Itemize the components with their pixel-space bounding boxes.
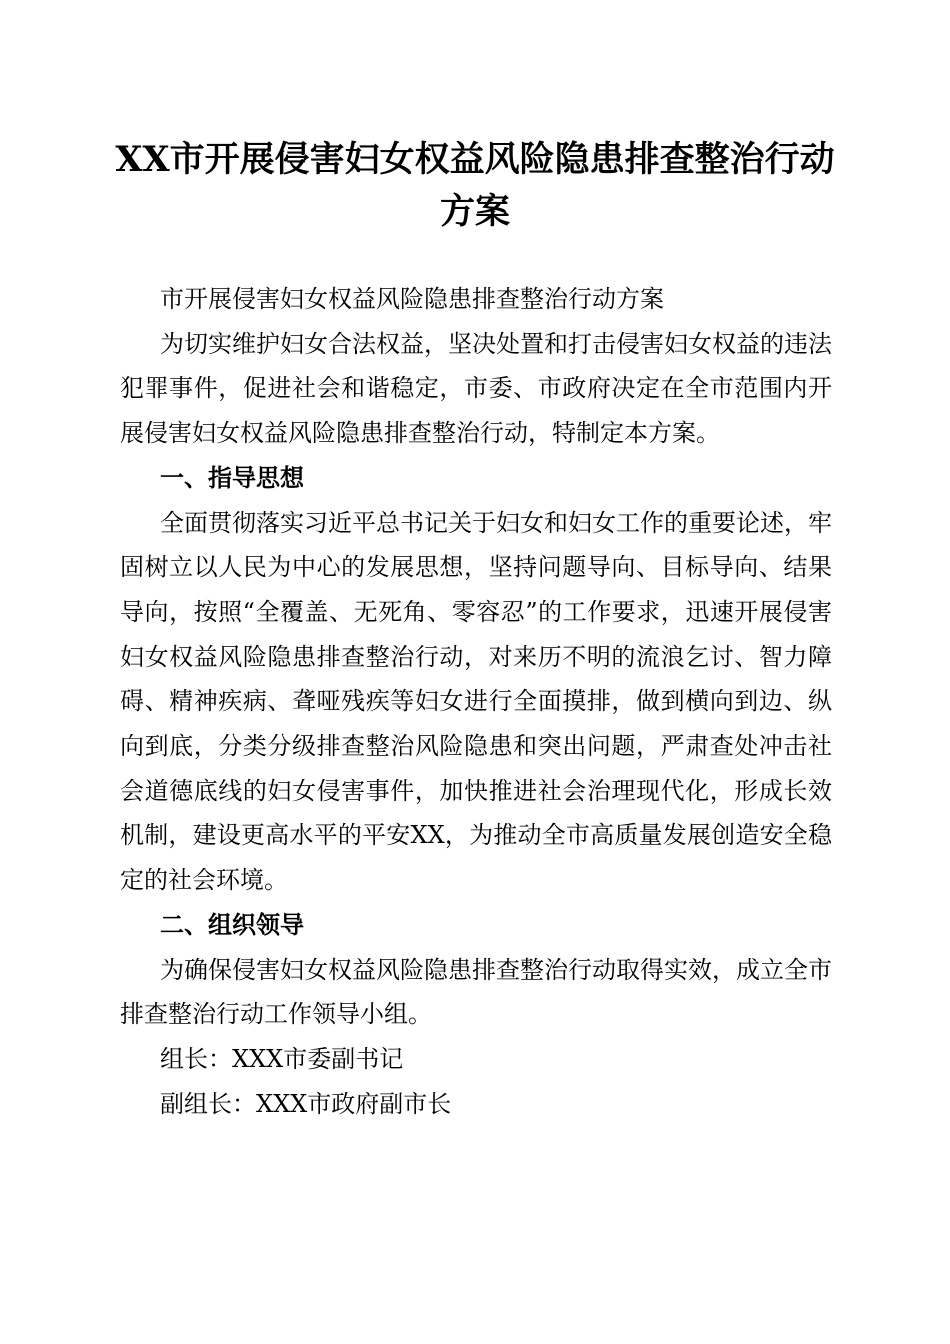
body-paragraph-deputy-leader: 副组长：XXX市政府副市长: [160, 1089, 452, 1118]
body-paragraph-plan-name: 市开展侵害妇女权益风险隐患排查整治行动方案: [160, 285, 664, 313]
body-paragraph-intro: 为切实维护妇女合法权益，坚决处置和打击侵害妇女权益的违法犯罪事件，促进社会和谐稳定，市委、市政府决定在全市范围内开展侵害妇女权益风险隐患排查整治行动，特制定本方案。: [120, 329, 832, 448]
document-title: XX市开展侵害妇女权益风险隐患排查整治行动方案: [115, 139, 835, 232]
section-heading-organization-leadership: 二、组织领导: [160, 910, 304, 939]
body-paragraph-guiding-ideology: 全面贯彻落实习近平总书记关于妇女和妇女工作的重要论述，牢固树立以人民为中心的发展思想，坚持问题导向、目标导向、结果导向，按照“全覆盖、无死角、零容忍”的工作要求，迅速开展侵害妇女权益风险隐患排查整治行动，对来历不明的流浪乞讨、智力障碍、精神疾病、聋哑残疾等妇女进行全面摸排，做到横向到边、纵向到底，分类分级排查整治风险隐患和突出问题，严肃查处冲击社会道德底线的妇女侵害事件，加快推进社会治理现代化，形成长效机制，建设更高水平的平安XX，为推动全市高质量发展创造安全稳定的社会环境。: [120, 508, 832, 895]
document-body: [120, 277, 832, 1126]
body-paragraph-group-leader: 组长：XXX市委副书记: [160, 1044, 404, 1073]
body-paragraph-leadership-group: 为确保侵害妇女权益风险隐患排查整治行动取得实效，成立全市排查整治行动工作领导小组。: [120, 955, 832, 1029]
section-heading-guiding-ideology: 一、指导思想: [160, 463, 304, 492]
